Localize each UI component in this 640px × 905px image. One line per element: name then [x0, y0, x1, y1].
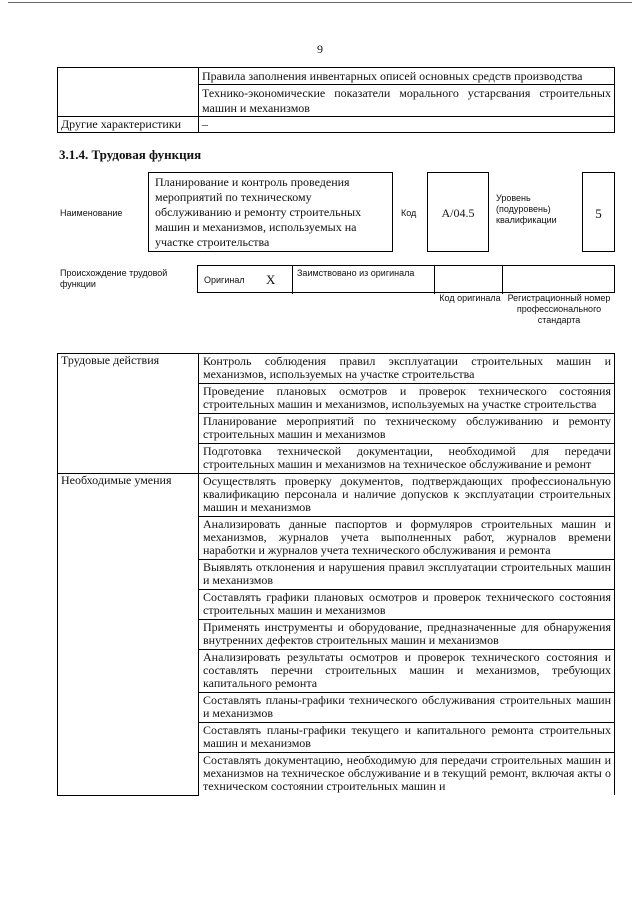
other-characteristics-value: –	[199, 117, 615, 133]
labor-action-item: Контроль соблюдения правил эксплуатации строительных машин и механизмов, используемых на участке строительства	[199, 354, 615, 384]
required-skills-label: Необходимые умения	[58, 474, 199, 796]
skill-item: Применять инструменты и оборудование, предназначенные для обнаружения внутренних дефектов строительных машин и механизмов	[199, 620, 615, 650]
characteristic-value: Технико-экономические показатели морального устарсвания строительных машин и механизмов	[199, 85, 615, 117]
skill-item: Выявлять отклонения и нарушения правил эксплуатации строительных машин и механизмов	[199, 560, 615, 590]
empty-label-cell	[58, 68, 199, 117]
skill-item: Осуществлять проверку документов, подтверждающих профессиональную квалификацию персонала и наличие допусков к эксплуатации строительных машин и механизмов	[199, 474, 615, 517]
table-row	[58, 354, 615, 384]
origin-label: Происхождение трудовой функции	[60, 268, 168, 289]
table-row	[58, 68, 615, 85]
qualification-level-label: Уровень (подуровень) квалификации	[496, 193, 557, 225]
labor-action-item: Планирование мероприятий по техническому обслуживанию и ремонту строительных машин и механизмов	[199, 414, 615, 444]
table-row	[58, 474, 615, 517]
skill-item: Составлять планы-графики текущего и капитального ремонта строительных машин и механизмов	[199, 723, 615, 753]
skill-item: Анализировать данные паспортов и формуляров строительных машин и механизмов, журналов учета выполненных работ, журналов времени наработки и журналов учета технического обслуживания и ремонта	[199, 517, 615, 560]
characteristic-value: Правила заполнения инвентарных описей основных средств производства	[199, 68, 615, 85]
original-mark: Х	[266, 272, 276, 287]
code-label: Код	[401, 208, 417, 218]
skill-item: Анализировать результаты осмотров и проверок технического состояния и составлять перечни строительных машин и механизмов, требующих капитального ремонта	[199, 650, 615, 693]
characteristics-table	[57, 67, 615, 133]
registration-number-cell	[502, 266, 616, 294]
registration-number-caption: Регистрационный номер профессионального стандарта	[507, 293, 611, 325]
labor-function-table	[57, 353, 615, 796]
borrowed-label: Заимствовано из оригинала	[297, 268, 415, 278]
section-heading: 3.1.4. Трудовая функция	[59, 147, 202, 162]
borrowed-cell	[292, 266, 434, 294]
origin-code-cell	[434, 266, 502, 294]
other-characteristics-label: Другие характеристики	[58, 117, 199, 133]
page-number: 9	[317, 42, 323, 56]
labor-action-item: Подготовка технической документации, необходимой для передачи строительных машин и механизмов на техническое обслуживание и ремонт	[199, 444, 615, 474]
labor-actions-label: Трудовые действия	[58, 354, 199, 474]
qualification-level-box: 5	[582, 172, 615, 252]
table-row	[58, 117, 615, 133]
labor-action-item: Проведение плановых осмотров и проверок технического состояния строительных машин и механизмов, используемых на участке строительства	[199, 384, 615, 414]
name-label: Наименование	[60, 208, 123, 218]
function-code-box: А/04.5	[427, 172, 489, 252]
original-label: Оригинал	[204, 275, 245, 285]
function-name-box: Планирование и контроль проведения мероприятий по техническому обслуживанию и ремонту строительных машин и механизмов, используемых на участке строительства	[148, 172, 393, 252]
skill-item: Составлять документацию, необходимую для передачи строительных машин и механизмов на техническое обслуживание и в текущий ремонт, включая акты о техническом состоянии строительных машин и	[199, 753, 615, 796]
skill-item: Составлять планы-графики технического обслуживания строительных машин и механизмов	[199, 693, 615, 723]
origin-row	[197, 265, 615, 293]
skill-item: Составлять графики плановых осмотров и проверок технического состояния строительных машин и механизмов	[199, 590, 615, 620]
origin-code-caption: Код оригинала	[439, 293, 501, 303]
top-rule	[8, 2, 632, 3]
